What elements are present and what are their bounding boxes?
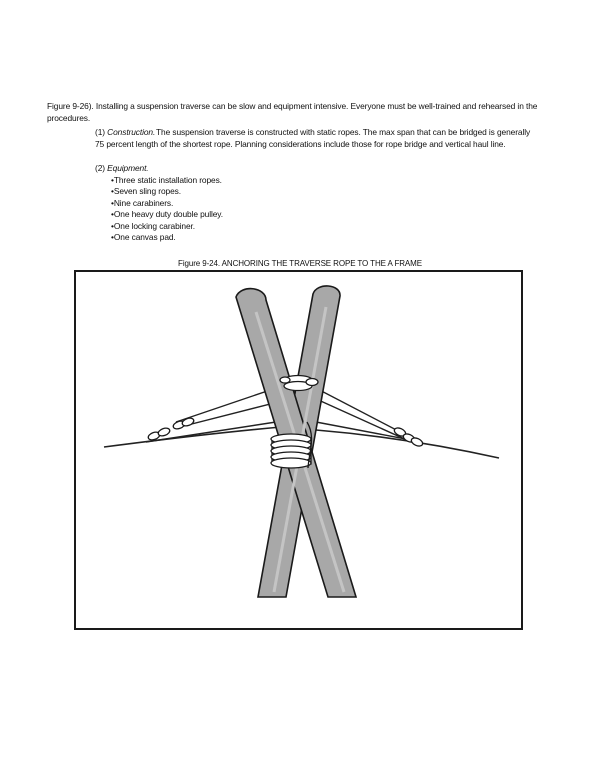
construction-number: (1) [95,127,105,137]
construction-text [95,127,535,150]
equipment-item: • One canvas pad. [111,232,223,244]
equipment-item: • One heavy duty double pulley. [111,209,223,221]
a-frame-illustration [76,272,521,628]
equipment-item: • Three static installation ropes. [111,175,223,187]
construction-label: Construction. [107,127,156,137]
equipment-heading [95,163,149,175]
equipment-item: • Nine carabiners. [111,198,223,210]
equipment-list [111,175,223,244]
intro-paragraph: Figure 9-26). Installing a suspension traverse can be slow and equipment intensive. Everyone must be well-trained and rehearsed in the procedures. [47,101,538,123]
figure-caption: Figure 9-24. ANCHORING THE TRAVERSE ROPE TO THE A FRAME [178,259,422,268]
equipment-item: • One locking carabiner. [111,221,223,233]
equipment-item: • Seven sling ropes. [111,186,223,198]
equipment-number: (2) [95,162,105,173]
construction-description: The suspension traverse is constructed with static ropes. The max span that can be bridged is generally 75 percent length of the shortest rope. Planning considerations include those for rope bridge and vertical haul line. [95,127,531,149]
equipment-label: Equipment. [107,162,149,173]
figure-frame [74,270,523,630]
